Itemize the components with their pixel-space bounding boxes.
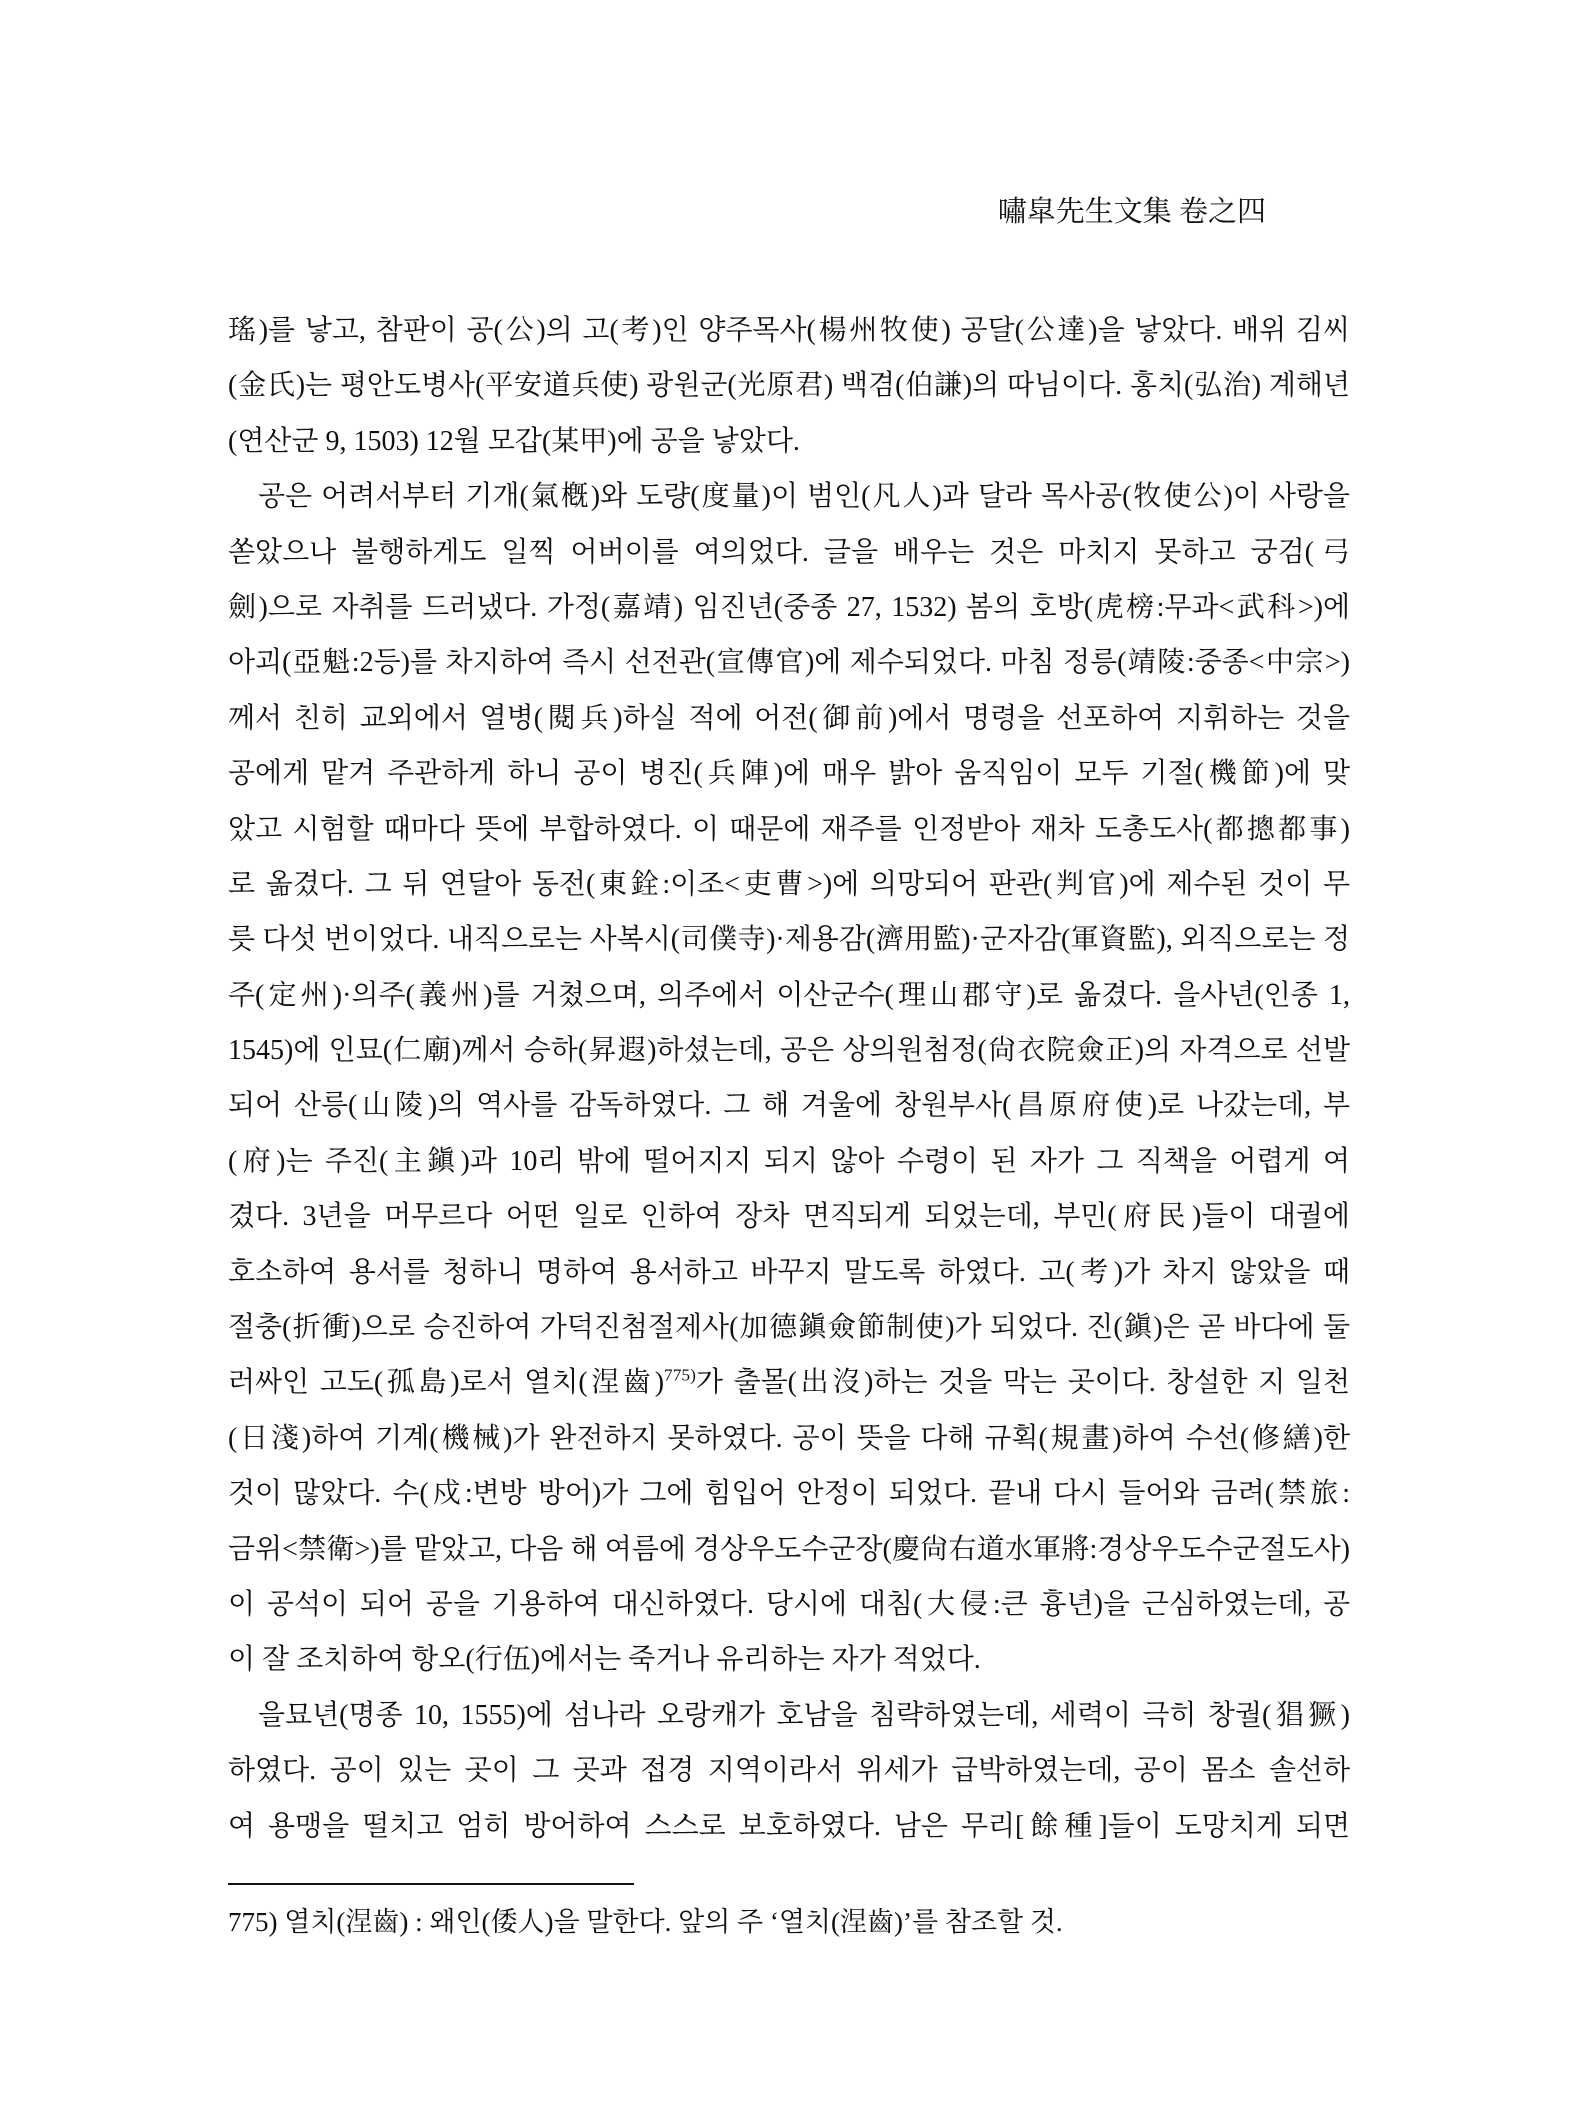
text-segment: 劍)으로 자취를 드러냈다. 가정(嘉靖) 임진년(중종 27, 1532) 봄의 호방(虎榜:무과<武科>)에 <box>228 591 1350 623</box>
text-segment: 것이 많았다. 수(戍:변방 방어)가 그에 힘입어 안정이 되었다. 끝내 다시 들어와 금려(禁旅: <box>228 1478 1350 1510</box>
text-segment: (府)는 주진(主鎭)과 10리 밖에 떨어지지 되지 않아 수령이 된 자가 그 직책을 어렵게 여 <box>228 1145 1350 1177</box>
text-line <box>228 1522 1350 1577</box>
footnote-ref-marker: 775) <box>664 1366 696 1386</box>
text-line <box>228 303 1350 358</box>
text-segment: 이 공석이 되어 공을 기용하여 대신하였다. 당시에 대침(大侵:큰 흉년)을 근심하였는데, 공 <box>228 1588 1350 1620</box>
text-line <box>228 525 1350 580</box>
text-line <box>228 1134 1350 1189</box>
text-segment: 을묘년(명종 10, 1555)에 섬나라 오랑캐가 호남을 침략하였는데, 세력이 극히 창궐(猖獗) <box>258 1699 1350 1731</box>
text-segment: 께서 친히 교외에서 열병(閱兵)하실 적에 어전(御前)에서 명령을 선포하여 지휘하는 것을 <box>228 702 1350 734</box>
text-segment: 쏟았으나 불행하게도 일찍 어버이를 여의었다. 글을 배우는 것은 마치지 못하고 궁검(弓 <box>228 536 1350 568</box>
text-line <box>228 1411 1350 1466</box>
text-segment: 았고 시험할 때마다 뜻에 부합하였다. 이 때문에 재주를 인정받아 재차 도총도사(都摠都事) <box>228 813 1350 845</box>
footnote-separator <box>228 1883 634 1885</box>
text-segment: 주(定州)·의주(義州)를 거쳤으며, 의주에서 이산군수(理山郡守)로 옮겼다. 을사년(인종 1, <box>228 979 1350 1011</box>
text-line <box>228 1632 1350 1687</box>
text-segment: 하였다. 공이 있는 곳이 그 곳과 접경 지역이라서 위세가 급박하였는데, 공이 몸소 솔선하 <box>228 1755 1350 1787</box>
text-line <box>228 1078 1350 1133</box>
text-line <box>228 1245 1350 1300</box>
text-line <box>228 691 1350 746</box>
text-line <box>228 912 1350 967</box>
text-line <box>228 1355 1350 1410</box>
text-segment: 절충(折衝)으로 승진하여 가덕진첨절제사(加德鎭僉節制使)가 되었다. 진(鎭)은 곧 바다에 둘 <box>228 1312 1350 1344</box>
text-segment: 금위<禁衛>)를 맡았고, 다음 해 여름에 경상우도수군장(慶尙右道水軍將:경상우도수군절도사) <box>228 1533 1350 1565</box>
text-segment: 로 옮겼다. 그 뒤 연달아 동전(東銓:이조<吏曹>)에 의망되어 판관(判官)에 제수된 것이 무 <box>228 868 1350 900</box>
text-segment: 공에게 맡겨 주관하게 하니 공이 병진(兵陣)에 매우 밝아 움직임이 모두 기절(機節)에 맞 <box>228 758 1350 790</box>
text-line <box>228 469 1350 524</box>
text-line <box>228 1466 1350 1521</box>
text-segment: 여 용맹을 떨치고 엄히 방어하여 스스로 보호하였다. 남은 무리[餘種]들이 도망치게 되면 <box>228 1810 1350 1842</box>
text-line <box>228 1799 1350 1854</box>
text-segment: 아괴(亞魁:2등)를 차지하여 즉시 선전관(宣傳官)에 제수되었다. 마침 정릉(靖陵:중종<中宗>) <box>228 647 1350 679</box>
text-line <box>228 857 1350 912</box>
text-segment: 겼다. 3년을 머무르다 어떤 일로 인하여 장차 면직되게 되었는데, 부민(府民)들이 대궐에 <box>228 1201 1350 1233</box>
text-segment: 공은 어려서부터 기개(氣槪)와 도량(度量)이 범인(凡人)과 달라 목사공(牧使公)이 사랑을 <box>258 481 1350 513</box>
page-header-title: 嘯皐先生文集 卷之四 <box>997 196 1266 228</box>
text-line <box>228 802 1350 857</box>
text-segment: 瑤)를 낳고, 참판이 공(公)의 고(考)인 양주목사(楊州牧使) 공달(公達)을 낳았다. 배위 김씨 <box>228 315 1350 346</box>
text-line <box>228 580 1350 635</box>
text-line <box>228 414 1350 469</box>
text-segment: 이 잘 조치하여 항오(行伍)에서는 죽거나 유리하는 자가 적었다. <box>228 1644 981 1676</box>
text-line <box>228 1577 1350 1632</box>
text-segment: 러싸인 고도(孤島)로서 열치(涅齒) <box>228 1367 665 1399</box>
text-segment: 호소하여 용서를 청하니 명하여 용서하고 바꾸지 말도록 하였다. 고(考)가 차지 않았을 때 <box>228 1256 1350 1288</box>
text-line <box>228 1023 1350 1078</box>
text-line <box>228 1688 1350 1743</box>
text-segment: (金氏)는 평안도병사(平安道兵使) 광원군(光原君) 백겸(伯謙)의 따님이다. 홍치(弘治) 계해년 <box>228 370 1350 402</box>
text-segment: 가 출몰(出沒)하는 것을 막는 곳이다. 창설한 지 일천 <box>695 1367 1350 1399</box>
text-segment: 릇 다섯 번이었다. 내직으로는 사복시(司僕寺)·제용감(濟用監)·군자감(軍資監), 외직으로는 정 <box>228 924 1350 956</box>
body-text <box>228 303 1350 1854</box>
text-line <box>228 358 1350 413</box>
text-segment: (연산군 9, 1503) 12월 모갑(某甲)에 공을 낳았다. <box>228 425 800 457</box>
text-segment: 되어 산릉(山陵)의 역사를 감독하였다. 그 해 겨울에 창원부사(昌原府使)로 나갔는데, 부 <box>228 1090 1350 1122</box>
text-segment: (日淺)하여 기계(機械)가 완전하지 못하였다. 공이 뜻을 다해 규획(規畫)하여 수선(修繕)한 <box>228 1422 1350 1454</box>
text-line <box>228 1189 1350 1244</box>
text-segment: 1545)에 인묘(仁廟)께서 승하(昇遐)하셨는데, 공은 상의원첨정(尙衣院僉正)의 자격으로 선발 <box>228 1035 1350 1067</box>
text-line <box>228 1743 1350 1798</box>
text-line <box>228 635 1350 690</box>
text-line <box>228 746 1350 801</box>
text-line <box>228 968 1350 1023</box>
footnote: 775) 열치(涅齒) : 왜인(倭人)을 말한다. 앞의 주 ‘열치(涅齒)’를 참조할 것. <box>228 1907 1063 1937</box>
text-line <box>228 1300 1350 1355</box>
